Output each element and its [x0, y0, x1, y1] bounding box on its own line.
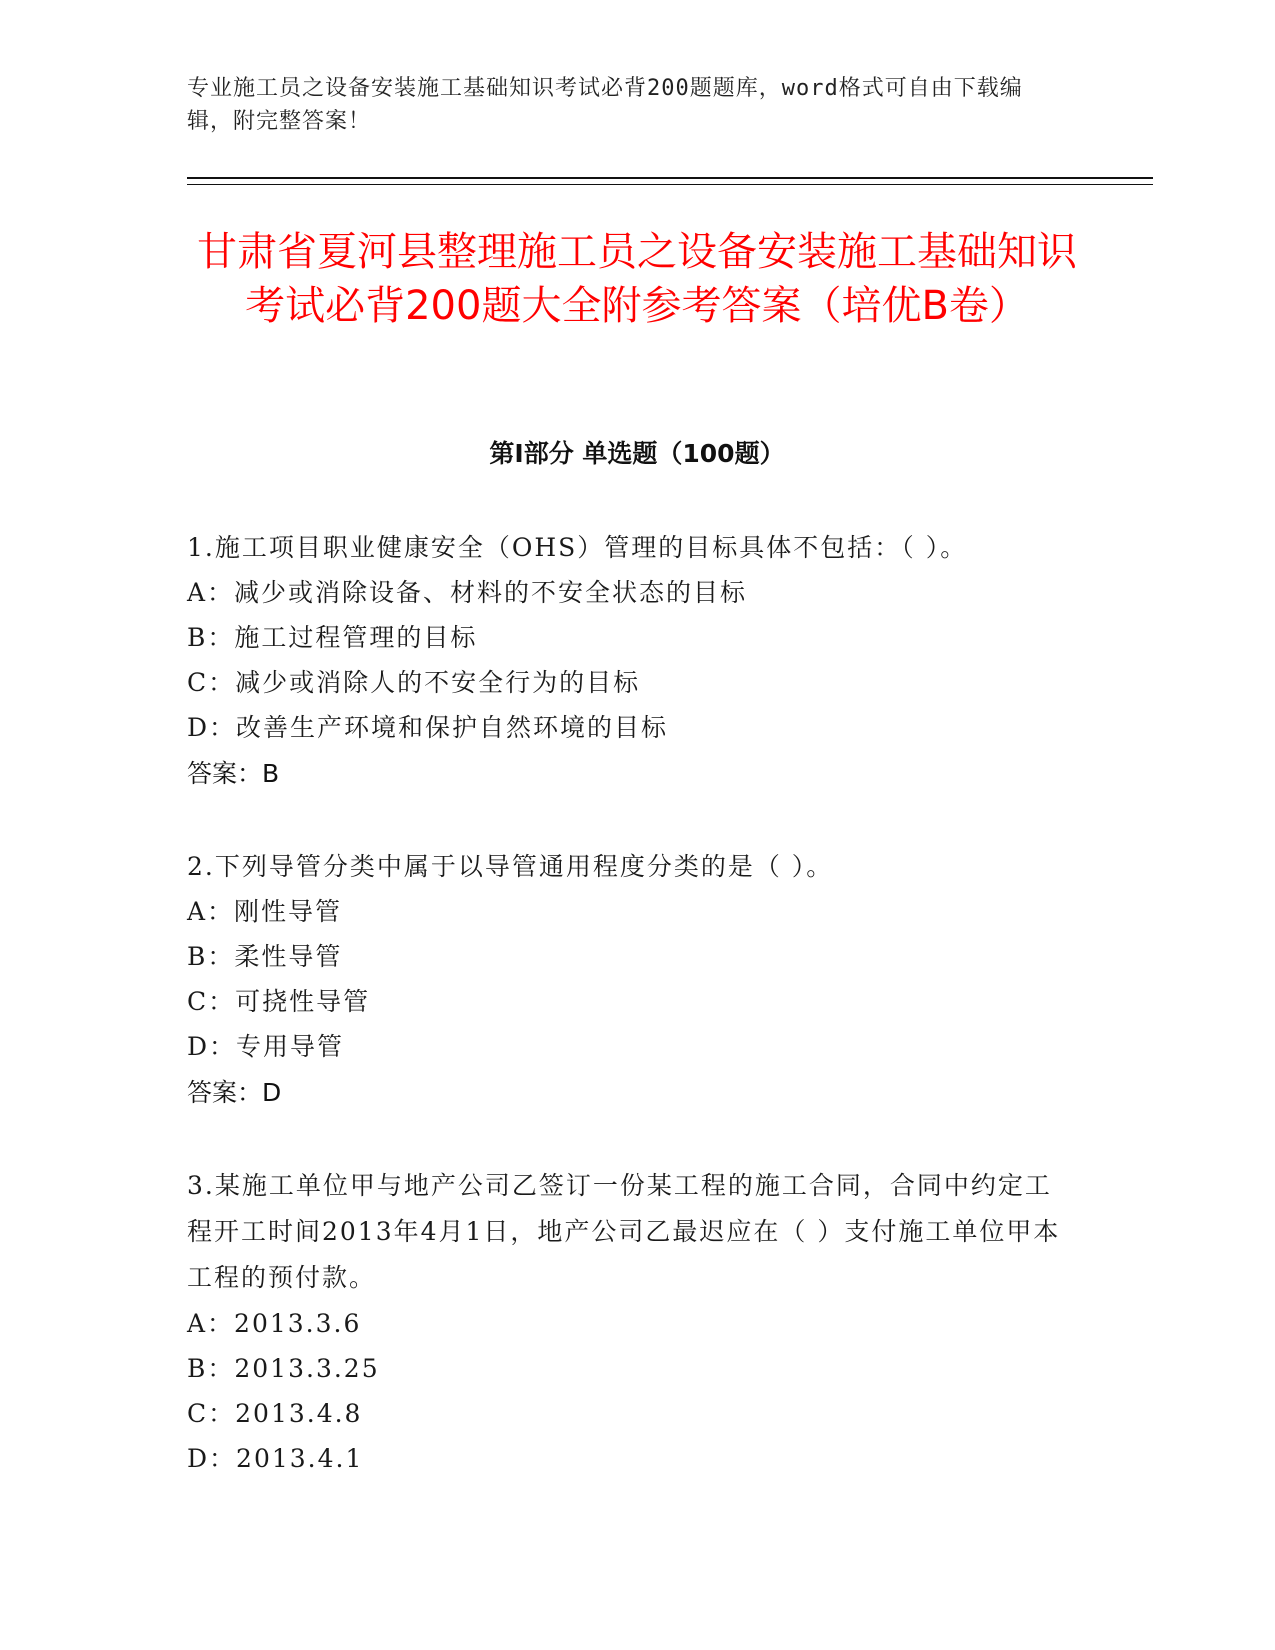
answer: 答案：B — [187, 759, 280, 788]
section-heading: 第I部分 单选题（100题） — [489, 439, 785, 468]
option-c: C：可挠性导管 — [187, 987, 371, 1016]
question-stem: 3.某施工单位甲与地产公司乙签订一份某工程的施工合同，合同中约定工程开工时间2013年4月1日，地产公司乙最迟应在（ ）支付施工单位甲本工程的预付款。 — [187, 1171, 1061, 1292]
option-a: A：减少或消除设备、材料的不安全状态的目标 — [187, 578, 748, 607]
option-d: D：改善生产环境和保护自然环境的目标 — [187, 713, 669, 742]
option-a: A：刚性导管 — [187, 897, 343, 926]
option-c: C：减少或消除人的不安全行为的目标 — [187, 668, 641, 697]
question-3 — [187, 1163, 1067, 1481]
option-b: B：柔性导管 — [187, 942, 343, 971]
option-a: A：2013.3.6 — [187, 1309, 362, 1338]
question-1 — [187, 525, 1067, 798]
question-stem: 2.下列导管分类中属于以导管通用程度分类的是（ ）。 — [187, 852, 834, 881]
document-title: 甘肃省夏河县整理施工员之设备安装施工基础知识考试必背200题大全附参考答案（培优B卷） — [197, 229, 1077, 329]
option-b: B：施工过程管理的目标 — [187, 623, 478, 652]
question-stem: 1.施工项目职业健康安全（OHS）管理的目标具体不包括：（ ）。 — [187, 533, 968, 562]
option-d: D：专用导管 — [187, 1032, 345, 1061]
question-2 — [187, 844, 1067, 1117]
option-c: C：2013.4.8 — [187, 1399, 363, 1428]
question-list — [187, 525, 1067, 1527]
option-d: D：2013.4.1 — [187, 1444, 364, 1473]
option-b: B：2013.3.25 — [187, 1354, 380, 1383]
header-note: 专业施工员之设备安装施工基础知识考试必背200题题库，word格式可自由下载编辑，附完整答案！ — [187, 76, 1023, 134]
header-rule-thick — [187, 177, 1153, 179]
header-rule-thin — [187, 184, 1153, 185]
answer: 答案：D — [187, 1078, 282, 1107]
